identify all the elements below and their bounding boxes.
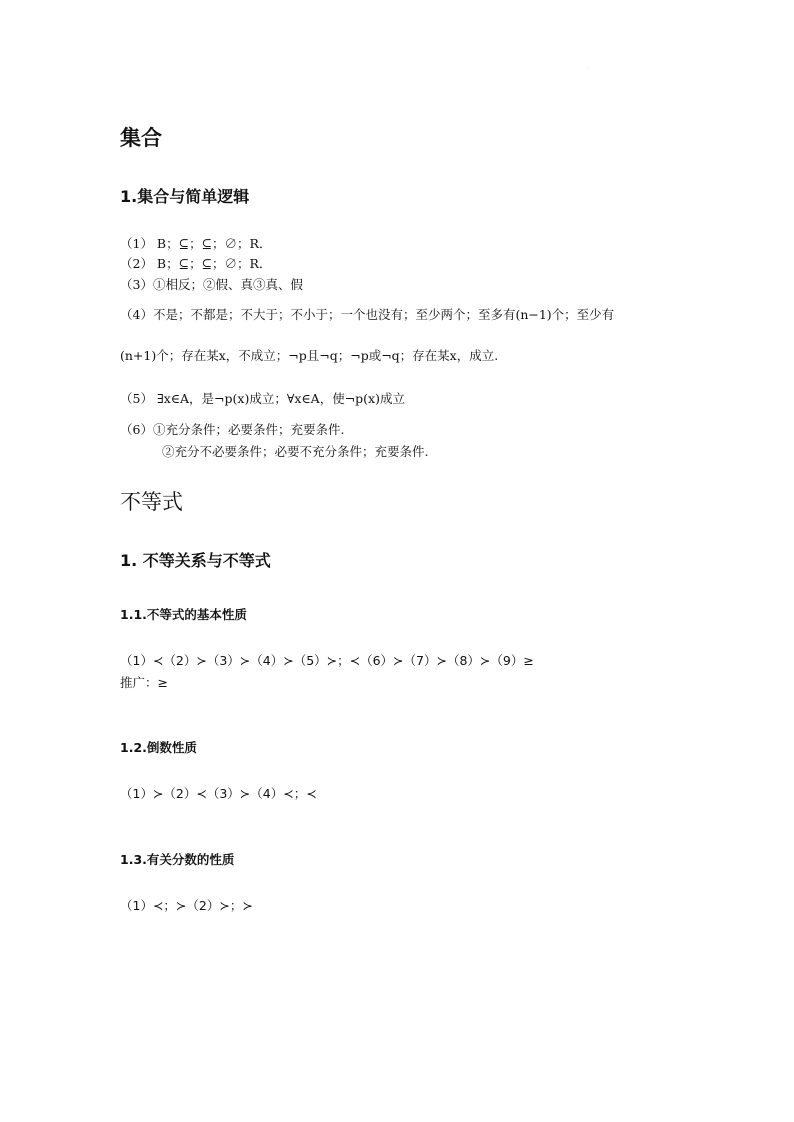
basic-properties-line-2: 推广：≥ (120, 675, 168, 690)
header-mark: . (588, 64, 590, 69)
answer-line-6-cont: ②充分不必要条件；必要不充分条件；充要条件. (162, 444, 429, 459)
answer-line-4-cont: (n+1)个；存在某x，不成立；¬p且¬q；¬p或¬q；存在某x，成立. (120, 348, 499, 363)
subsection-title-sets-logic: 1.集合与简单逻辑 (120, 187, 250, 206)
reciprocal-line-1: （1）≻（2）≺（3）≻（4）≺；≺ (120, 786, 317, 801)
basic-properties-line-1: （1）≺（2）≻（3）≻（4）≻（5）≻；≺（6）≻（7）≻（8）≻（9）≥ (120, 653, 534, 668)
answer-line-5: （5） ∃x∈A，是¬p(x)成立；∀x∈A，使¬p(x)成立 (120, 391, 405, 406)
paragraph-title-fractions: 1.3.有关分数的性质 (120, 852, 235, 867)
answer-line-1: （1） B；⊆；⊆；∅；R． (120, 236, 272, 251)
subsection-title-inequality-relations: 1. 不等关系与不等式 (120, 551, 271, 570)
answer-line-4: （4）不是；不都是；不大于；不小于；一个也没有；至少两个；至多有(n−1)个；至少有 (120, 307, 615, 322)
section-title-inequalities: 不等式 (120, 490, 183, 514)
answer-line-3: （3）①相反；②假、真③真、假 (120, 277, 303, 292)
section-title-sets: 集合 (120, 126, 162, 150)
paragraph-title-basic-properties: 1.1.不等式的基本性质 (120, 607, 247, 622)
answer-line-2: （2） B；⊆；⊆；∅；R． (120, 256, 272, 271)
paragraph-title-reciprocal: 1.2.倒数性质 (120, 740, 197, 755)
fractions-line-1: （1）≺；≻（2）≻；≻ (120, 898, 253, 913)
answer-line-6: （6）①充分条件；必要条件；充要条件. (120, 422, 345, 437)
